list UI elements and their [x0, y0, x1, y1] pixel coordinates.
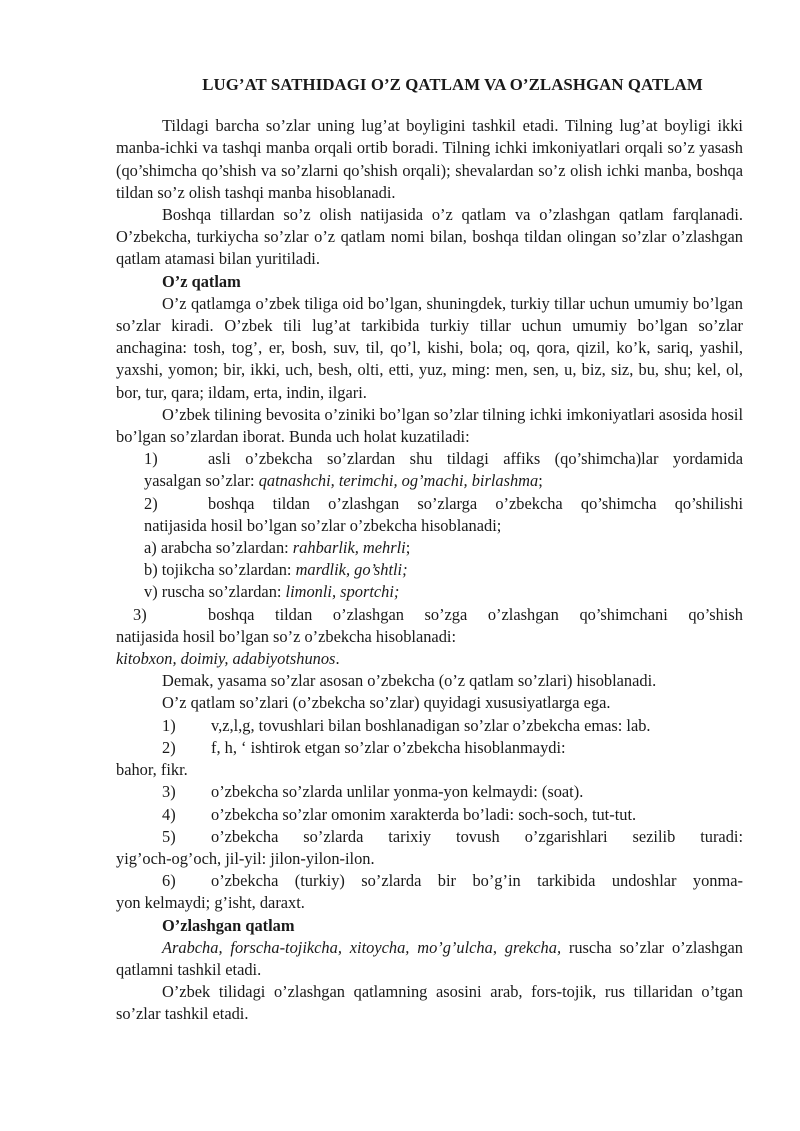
paragraph-three-cases: O’zbek tilining bevosita o’ziniki bo’lgan so’zlar tilning ichki imkoniyatlari asosida hosil bo’lgan so’zlardan iborat. Bunda uch holat kuzatiladi: — [116, 404, 743, 447]
list-text: bahor, fikr. — [116, 760, 188, 780]
heading-borrowed-layer: O’zlashgan qatlam — [162, 915, 295, 935]
punctuation: ; — [405, 538, 411, 558]
feature-5 — [116, 826, 743, 870]
list-number: 2) — [162, 737, 176, 757]
list-text: v,z,l,g, tovushlari bilan boshlanadigan so’zlar o’zbekcha emas: lab. — [211, 715, 651, 735]
language-names: Arabcha, forscha-tojikcha, xitoycha, mo’g’ulcha — [162, 937, 493, 957]
list-text: natijasida hosil bo’lgan so’z o’zbekcha hisoblanadi: — [116, 626, 457, 646]
list-number: 1) — [144, 449, 158, 469]
list-text: yon kelmaydi; g’isht, daraxt. — [116, 893, 305, 913]
paragraph-borrowed-basis: O’zbek tilidagi o’zlashgan qatlamning asosini arab, fors-tojik, rus tillaridan o’tgan so’zlar tashkil etadi. — [116, 982, 743, 1024]
sub-item-text: b) tojikcha so’zlardan: — [144, 560, 296, 580]
sub-item-b — [116, 559, 743, 581]
feature-4 — [116, 804, 743, 826]
example-words: rahbarlik, mehrli — [292, 538, 406, 558]
list-text: asli o’zbekcha so’zlardan shu tildagi affiks (qo’shimcha)lar yordamida — [208, 449, 743, 469]
list-number: 4) — [162, 804, 176, 824]
list-text: o’zbekcha (turkiy) so’zlarda bir bo’g’in tarkibida undoshlar yonma- — [211, 871, 743, 891]
paragraph-features-intro: O’z qatlam so’zlari (o’zbekcha so’zlar) quyidagi xususiyatlarga ega. — [162, 693, 611, 713]
sub-item-text: v) ruscha so’zlardan: — [144, 582, 286, 602]
document-title: LUG’AT SATHIDAGI O’Z QATLAM VA O’ZLASHGAN QATLAM — [202, 75, 703, 94]
list-text: natijasida hosil bo’lgan so’zlar o’zbekcha hisoblanadi; — [144, 515, 502, 535]
list-number: 5) — [162, 826, 176, 846]
list-text: boshqa tildan o’zlashgan so’zlarga o’zbekcha qo’shimcha qo’shilishi — [208, 493, 743, 513]
paragraph-intro: Tildagi barcha so’zlar uning lug’at boyligini tashkil etadi. Tilning lug’at boyligi ikki manba-ichki va tashqi manba orqali ortib boradi. Tilning ichki imkoniyatlari orqali so’z yasash (qo’shimcha qo’shish va so’zlarni qo’shish orqali); shevalardan so’z olish ichki manba, boshqa tildan so’z olish tashqi manba hisoblanadi. — [116, 116, 743, 202]
list-text: yasalgan so’zlar: — [144, 471, 259, 491]
sub-item-v — [116, 581, 743, 603]
list-text: yig’och-og’och, jil-yil: jilon-yilon-ilon. — [116, 848, 375, 868]
feature-3 — [116, 781, 743, 803]
paragraph-text: ruscha so’zlar o’zlashgan qatlamni tashkil etadi. — [116, 937, 743, 979]
example-words: kitobxon, doimiy, adabiyotshunos — [116, 649, 336, 669]
list-item-3 — [116, 604, 743, 671]
list-number: 6) — [162, 871, 176, 891]
sub-item-text: a) arabcha so’zlardan: — [144, 538, 293, 558]
example-words: mardlik, go’shtli; — [295, 560, 408, 580]
paragraph-native-layer: O’z qatlamga o’zbek tiliga oid bo’lgan, shuningdek, turkiy tillar uchun umumiy bo’lgan so’zlar kiradi. O’zbek tili lug’at tarkibida turkiy tillar uchun umumiy bo’lgan so’zlar anchagina: tosh, tog’, er, bosh, suv, til, qo’l, kishi, bola; oq, qora, qizil, ko’k, sariq, yashil, yaxshi, yomon; bir, ikki, uch, besh, olti, etti, yuz, ming: men, sen, u, biz, siz, bu, shu; kel, ol, bor, tur, qara; ildam, erta, indin, ilgari. — [116, 293, 743, 402]
paragraph-borrowed-languages — [116, 937, 743, 981]
language-names: grekcha, — [504, 937, 562, 957]
list-text: f, h, ‘ ishtirok etgan so’zlar o’zbekcha hisoblanmaydi: — [211, 737, 566, 757]
list-number: 3) — [162, 782, 176, 802]
feature-6 — [116, 870, 743, 914]
punctuation: , — [492, 937, 505, 957]
example-words: limonli, sportchi; — [285, 582, 400, 602]
list-text: o’zbekcha so’zlarda unlilar yonma-yon kelmaydi: (soat). — [211, 782, 584, 802]
list-item-1 — [116, 448, 743, 492]
feature-2 — [116, 737, 743, 781]
list-number: 1) — [162, 715, 176, 735]
example-words: qatnashchi, terimchi, og’machi, birlashma — [258, 471, 539, 491]
list-number: 2) — [144, 493, 158, 513]
list-text: boshqa tildan o’zlashgan so’zga o’zlashgan qo’shimchani qo’shish — [208, 604, 743, 624]
punctuation: . — [335, 649, 340, 669]
punctuation: ; — [538, 471, 543, 491]
feature-1 — [116, 715, 743, 737]
sub-item-a — [116, 537, 743, 559]
list-text: o’zbekcha so’zlarda tarixiy tovush o’zgarishlari sezilib turadi: — [211, 826, 743, 846]
paragraph-layers: Boshqa tillardan so’z olish natijasida o’z qatlam va o’zlashgan qatlam farqlanadi. O’zbekcha, turkiycha so’zlar o’z qatlam nomi bilan, boshqa tildan olingan so’zlar o’zlashgan qatlam atamasi bilan yuritiladi. — [116, 205, 743, 269]
list-text: o’zbekcha so’zlar omonim xarakterda bo’ladi: soch-soch, tut-tut. — [211, 804, 637, 824]
heading-native-layer: O’z qatlam — [162, 271, 241, 291]
list-number: 3) — [133, 604, 147, 624]
document-page — [116, 74, 743, 1026]
paragraph-derived-words: Demak, yasama so’zlar asosan o’zbekcha (o’z qatlam so’zlari) hisoblanadi. — [162, 671, 657, 691]
list-item-2 — [116, 493, 743, 537]
